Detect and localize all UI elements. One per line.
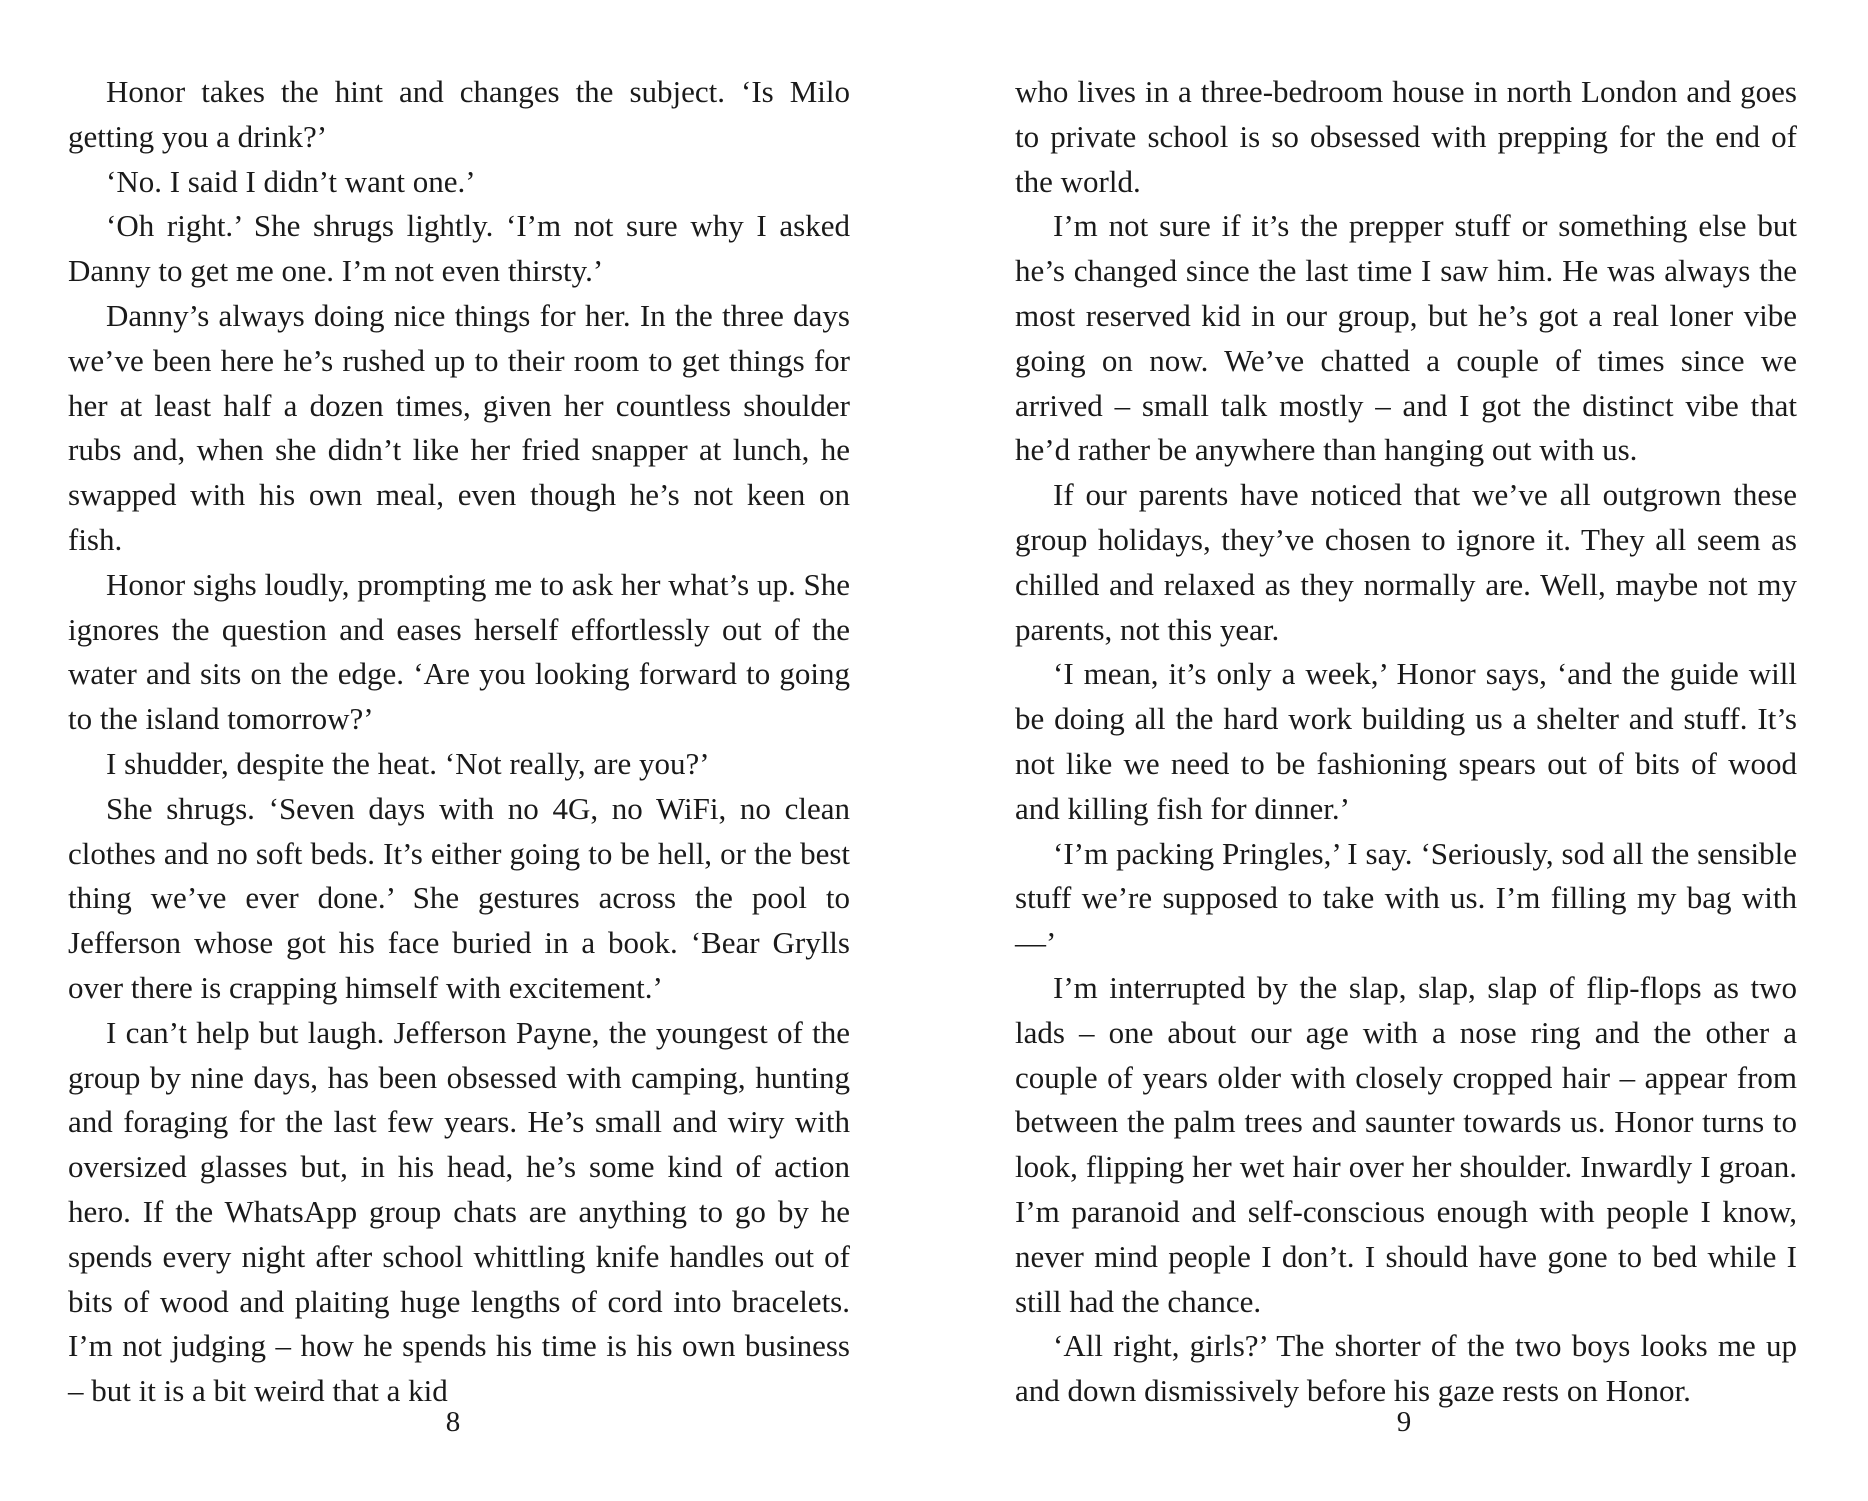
paragraph: ‘I’m packing Pringles,’ I say. ‘Seriously, sod all the sensible stuff we’re supposed to take with us. I’m filling my bag with—’ (1015, 835, 1797, 961)
paragraph: ‘I mean, it’s only a week,’ Honor says, ‘and the guide will be doing all the hard work building us a shelter and stuff. It’s not like we need to be fashioning spears out of bits of wood and killing fish for dinner.’ (1015, 656, 1797, 826)
paragraph: ‘Oh right.’ She shrugs lightly. ‘I’m not sure why I asked Danny to get me one. I’m not even thirsty.’ (68, 208, 850, 289)
paragraph: ‘All right, girls?’ The shorter of the two boys looks me up and down dismissively before his gaze rests on Honor. (1015, 1328, 1797, 1409)
paragraph: I shudder, despite the heat. ‘Not really, are you?’ (106, 745, 710, 781)
left-page (68, 70, 850, 1414)
paragraph: Honor sighs loudly, prompting me to ask her what’s up. She ignores the question and eases herself effortlessly out of the water and sits on the edge. ‘Are you looking forward to going to the island tomorrow?’ (68, 566, 850, 737)
continued-paragraph: who lives in a three-bedroom house in north London and goes to private school is so obsessed with prepping for the end of the world. (1015, 74, 1797, 199)
page-number-right: 9 (1396, 1406, 1412, 1438)
paragraph: Danny’s always doing nice things for her. In the three days we’ve been here he’s rushed up to their room to get things for her at least half a dozen times, given her countless shoulder rubs and, when she didn’t like her fried snapper at lunch, he swapped with his own meal, even though he’s not keen on fish. (68, 297, 850, 557)
paragraph: If our parents have noticed that we’ve all outgrown these group holidays, they’ve chosen to ignore it. They all seem as chilled and relaxed as they normally are. Well, maybe not my parents, not this year. (1015, 477, 1797, 647)
paragraph: ‘No. I said I didn’t want one.’ (106, 163, 476, 199)
paragraph: I can’t help but laugh. Jefferson Payne, the youngest of the group by nine days, has been obsessed with camping, hunting and foraging for the last few years. He’s small and wiry with oversized glasses but, in his head, he’s some kind of action hero. If the WhatsApp group chats are anything to go by he spends every night after school whittling knife handles out of bits of wood and plaiting huge lengths of cord into bracelets. I’m not judging – how he spends his time is his own business – but it is a bit weird that a kid (68, 1014, 850, 1409)
page-number-left: 8 (445, 1406, 461, 1438)
paragraph: Honor takes the hint and changes the subject. ‘Is Milo getting you a drink?’ (68, 74, 850, 154)
paragraph: She shrugs. ‘Seven days with no 4G, no WiFi, no clean clothes and no soft beds. It’s either going to be hell, or the best thing we’ve ever done.’ She gestures across the pool to Jefferson whose got his face buried in a book. ‘Bear Grylls over there is crapping himself with excitement.’ (68, 790, 850, 1005)
right-page (1015, 70, 1797, 1414)
paragraph: I’m interrupted by the slap, slap, slap of flip-flops as two lads – one about our age with a nose ring and the other a couple of years older with closely cropped hair – appear from between the palm trees and saunter towards us. Honor turns to look, flipping her wet hair over her shoulder. Inwardly I groan. I’m paranoid and self-conscious enough with people I know, never mind people I don’t. I should have gone to bed while I still had the chance. (1015, 969, 1797, 1319)
paragraph: I’m not sure if it’s the prepper stuff or something else but he’s changed since the last time I saw him. He was always the most reserved kid in our group, but he’s got a real loner vibe going on now. We’ve chatted a couple of times since we arrived – small talk mostly – and I got the distinct vibe that he’d rather be anywhere than hanging out with us. (1015, 208, 1797, 468)
